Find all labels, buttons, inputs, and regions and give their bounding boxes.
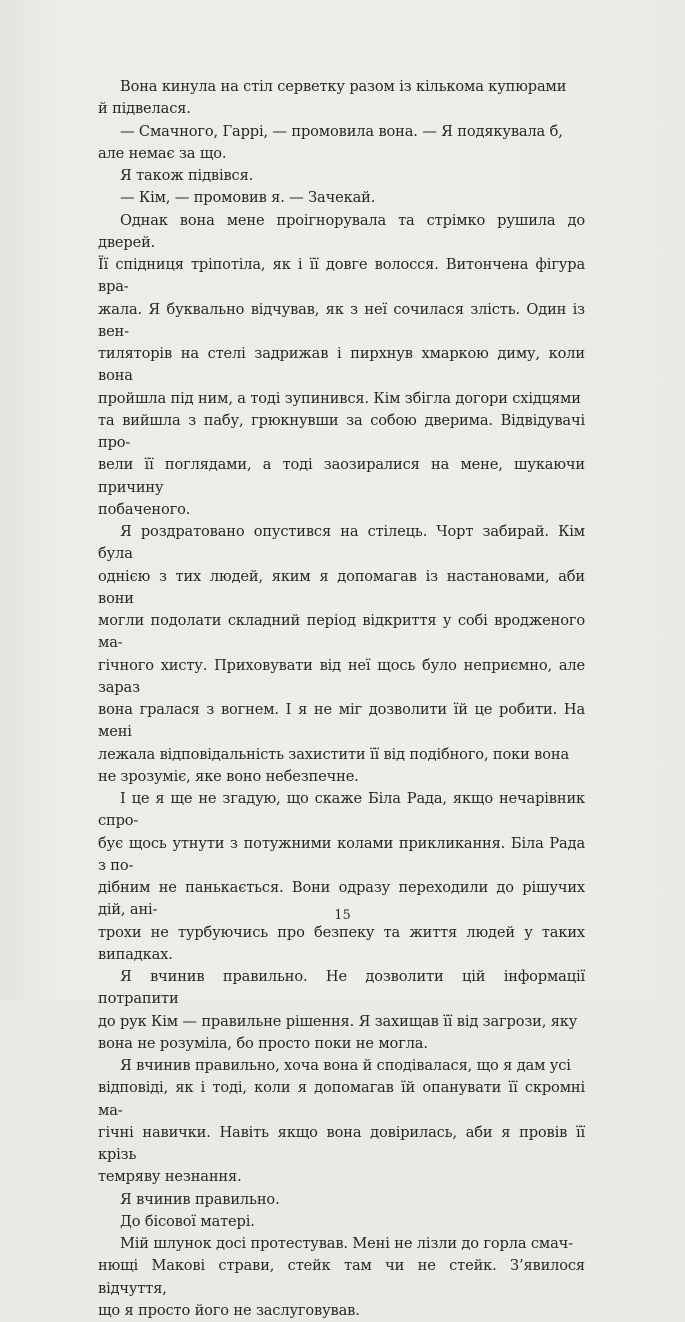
page-number: 15 bbox=[334, 908, 351, 923]
paragraph: Однак вона мене проігнорувала та стрімко рушила до дверей. Її спідниця тріпотіла, як і її довге волосся. Витончена фігура вра- жала. Я буквально відчував, як з неї сочилася злість. Один із вен- тиляторів на стелі задрижав і пирхнув хмаркою диму, коли вона пройшла під ним, а тоді зупинився. Кім збігла догори східцями та вийшла з пабу, грюкнувши за собою дверима. Відвідувачі про- вели її поглядами, а тоді заозиралися на мене, шукаючи причину побаченого. bbox=[98, 211, 585, 518]
paragraph: Я роздратовано опустився на стілець. Чорт забирай. Кім була однією з тих людей, яким я допомагав із настановами, аби вони могли подолати складний період відкриття у собі вродженого ма- гічного хисту. Приховувати від неї щось було неприємно, але зараз вона гралася з вогнем. І я не міг дозволити їй це робити. На мені лежала відповідальність захистити її від подібного, поки вона не зрозуміє, яке воно небезпечне. bbox=[98, 523, 585, 785]
paragraph: До бісової матері. bbox=[120, 1212, 255, 1230]
paragraph: — Кім, — промовив я. — Зачекай. bbox=[120, 189, 376, 207]
paragraph: Я вчинив правильно. Не дозволити цій інформації потрапити до рук Кім — правильне рішення. Я захищав її від загрози, яку вона не розуміла, бо просто поки не могла. bbox=[98, 968, 585, 1052]
paragraph: Я вчинив правильно. bbox=[120, 1190, 280, 1208]
paragraph: І це я ще не згадую, що скаже Біла Рада, якщо нечарівник спро- бує щось утнути з потужними колами прикликання. Біла Рада з по- дібним не панькається. Вони одразу переходили до рішучих дій, ані- трохи не турбуючись про безпеку та життя людей у таких випадках. bbox=[98, 790, 585, 963]
paragraph: Я також підвівся. bbox=[120, 167, 254, 184]
paragraph: — Смачного, Гаррі, — промовила вона. — Я подякувала б, але немає за що. bbox=[98, 122, 563, 162]
body-text bbox=[98, 76, 585, 1322]
paragraph: Вона кинула на стіл серветку разом із кількома купюрами й підвелася. bbox=[98, 78, 567, 118]
paragraph: Я вчинив правильно, хоча вона й сподівалася, що я дам усі відповіді, як і тоді, коли я допомагав їй опанувати її скромні ма- гічні навички. Навіть якщо вона довірилась, аби я провів її крізь темряву незнання. bbox=[98, 1057, 585, 1186]
paragraph: Мій шлунок досі протестував. Мені не лізли до горла смач- нющі Макові страви, стейк там чи не стейк. З’явилося відчуття, що я просто його не заслуговував. bbox=[98, 1235, 585, 1319]
